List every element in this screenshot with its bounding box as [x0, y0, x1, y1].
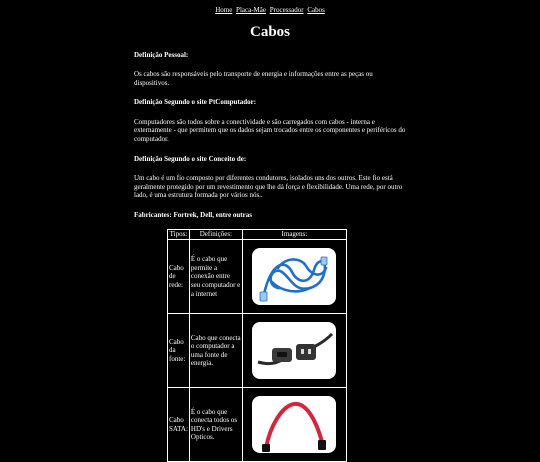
- table-row: [168, 314, 347, 388]
- header-tipos: Tipos:: [168, 230, 190, 240]
- network-cable-image: [252, 248, 336, 305]
- text-definicao-pessoal: Os cabos são responsáveis pelo transporte de energia e informações entre as peças ou dispositivos.: [134, 70, 373, 87]
- cables-table: [167, 229, 347, 462]
- text-definicao-conceito: Um cabo é um fio composto por diferentes condutores, isolados uns dos outros. Este fio está geralmente protegido por um revestimento que lhe dá força e flexibilidade. Uma rede, por outro lado, é uma estrutura formada por vários nós..: [134, 174, 403, 200]
- main-content: [134, 51, 406, 462]
- top-nav: [0, 0, 540, 15]
- nav-link-processador[interactable]: Processador: [269, 6, 304, 14]
- nav-link-home[interactable]: Home: [215, 6, 233, 14]
- table-row: [168, 388, 347, 462]
- cell-imagem: [242, 240, 346, 314]
- fabricantes-text: Fabricantes: Fortrek, Dell, entre outras: [134, 210, 252, 219]
- cell-definicao: É o cabo que permite a conexão entre seu computador e a internet: [189, 240, 242, 314]
- table-row: [168, 240, 347, 314]
- header-imagens: Imagens:: [242, 230, 346, 240]
- nav-link-cabos[interactable]: Cabos: [307, 6, 325, 14]
- table-header-row: [168, 230, 347, 240]
- cell-tipo: Cabo SATA:: [168, 388, 190, 462]
- text-definicao-ptcomputador: Computadores são todos sobre a conectividade e são carregados com cabos - interna e externamente - que permitem que os dados sejam trocados entre os componentes e periféricos do computador.: [134, 117, 406, 144]
- heading-definicao-pessoal: Definição Pessoal:: [134, 50, 189, 59]
- heading-definicao-ptcomputador: Definição Segundo o site PtComputador:: [134, 98, 257, 107]
- cell-definicao: É o cabo que conecta todos os HD's e Drivers Opticos.: [189, 388, 242, 462]
- cell-tipo: Cabo da fonte:: [168, 314, 190, 388]
- cell-tipo: Cabo de rede:: [168, 240, 190, 314]
- page-title: Cabos: [249, 23, 290, 40]
- power-cable-image: [252, 322, 336, 379]
- heading-definicao-conceito: Definição Segundo o site Conceito de:: [134, 154, 247, 163]
- header-definicoes: Definições:: [189, 230, 242, 240]
- cell-definicao: Cabo que conecta o computador a uma fonte de energia.: [189, 314, 242, 388]
- nav-link-placa-mae[interactable]: Placa-Mãe: [236, 6, 266, 14]
- cell-imagem: [242, 388, 346, 462]
- cell-imagem: [242, 314, 346, 388]
